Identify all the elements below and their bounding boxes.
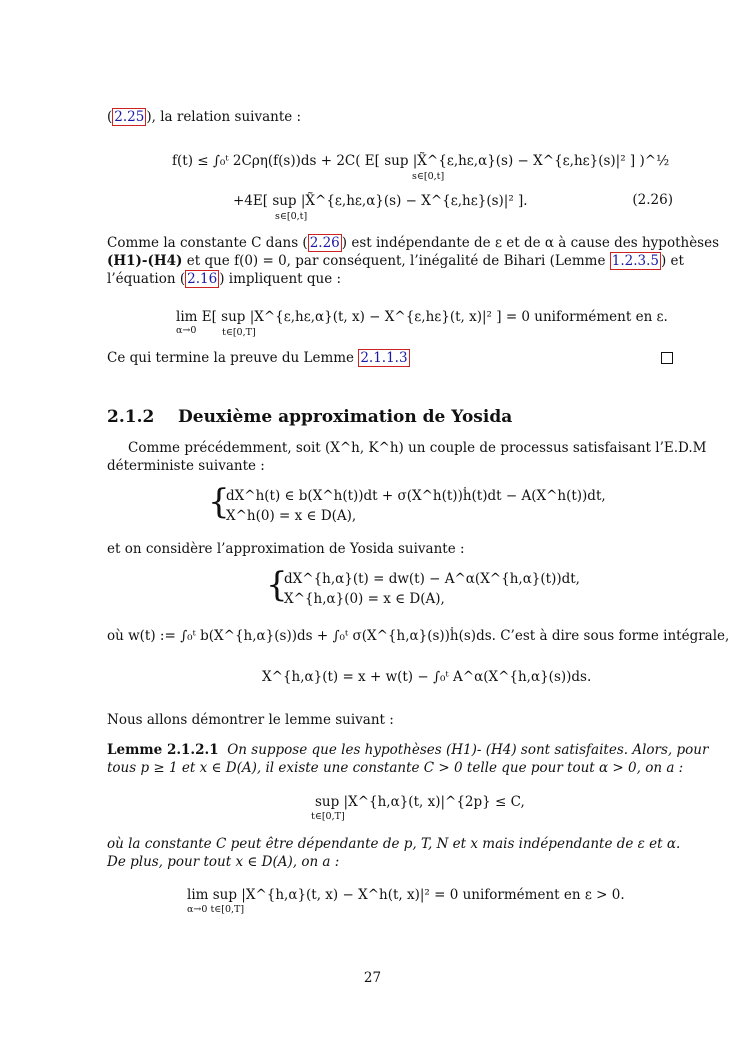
lemma-ref-link[interactable]: 2.1.1.3 <box>360 350 408 366</box>
lemma-lim-equation: lim sup |X^{h,α}(t, x) − X^h(t, x)|² = 0 uniformément en ε > 0. <box>187 887 625 903</box>
integral-equation: X^{h,α}(t) = x + w(t) − ∫₀ᵗ A^α(X^{h,α}(s))ds. <box>262 669 592 685</box>
lim-equation: lim E[ sup |X^{ε,hε,α}(t, x) − X^{ε,hε}(t, x)|² ] = 0 uniformément en ε. <box>176 309 668 325</box>
equation-number: (2.26) <box>632 192 673 208</box>
section-heading: 2.1.2 Deuxième approximation de Yosida <box>107 407 513 427</box>
para1-line2: (H1)-(H4) et que f(0) = 0, par conséquent, l’inégalité de Bihari (Lemme 1.2.3.5 ) et <box>107 253 684 269</box>
left-brace: { <box>208 482 230 522</box>
eq226-line1: f(t) ≤ ∫₀ᵗ 2Cρη(f(s))ds + 2C( E[ sup |X̃^{ε,hε,α}(s) − X^{ε,hε}(s)|² ] )^½ <box>172 153 670 169</box>
lemma-sup-equation: sup |X^{h,α}(t, x)|^{2p} ≤ C, <box>315 794 525 810</box>
sup-sub: t∈[0,T] <box>222 327 256 338</box>
sys2-line2: X^{h,α}(0) = x ∈ D(A), <box>284 591 445 607</box>
lemma-line4: De plus, pour tout x ∈ D(A), on a : <box>107 854 340 870</box>
left-brace: { <box>266 565 288 605</box>
eq-ref-link[interactable]: 2.25 <box>114 109 145 125</box>
lemma-ref-link[interactable]: 1.2.3.5 <box>611 253 659 269</box>
intro-line: ( 2.25 ), la relation suivante : <box>107 109 302 125</box>
para5-line: Nous allons démontrer le lemme suivant : <box>107 712 394 728</box>
lemma-sup-sub: t∈[0,T] <box>311 811 345 822</box>
sys2-line1: dX^{h,α}(t) = dw(t) − A^α(X^{h,α}(t))dt, <box>284 571 580 587</box>
lemma-lim-sub: α→0 t∈[0,T] <box>187 904 245 915</box>
para4-line: où w(t) := ∫₀ᵗ b(X^{h,α}(s))ds + ∫₀ᵗ σ(X^{h,α}(s))ḣ(s)ds. C’est à dire sous forme intégrale, <box>107 628 730 644</box>
lemma-line2: tous p ≥ 1 et x ∈ D(A), il existe une constante C > 0 telle que pour tout α > 0, on a : <box>107 760 684 776</box>
sys1-line1: dX^h(t) ∈ b(X^h(t))dt + σ(X^h(t))ḣ(t)dt − A(X^h(t))dt, <box>226 488 606 504</box>
eq226-line1-sub: s∈[0,t] <box>412 171 445 182</box>
lemma-line3: où la constante C peut être dépendante de p, T, N et x mais indépendante de ε et α. <box>107 836 681 852</box>
conclusion-line: Ce qui termine la preuve du Lemme 2.1.1.3 <box>107 350 408 366</box>
para2-line2: déterministe suivante : <box>107 458 265 474</box>
lim-sub: α→0 <box>176 325 197 336</box>
para2-line1: Comme précédemment, soit (X^h, K^h) un couple de processus satisfaisant l’E.D.M <box>128 440 707 456</box>
eq226-line2: +4E[ sup |X̃^{ε,hε,α}(s) − X^{ε,hε}(s)|² ]. <box>233 193 528 209</box>
para1-line1: Comme la constante C dans ( 2.26 ) est indépendante de ε et de α à cause des hypothèses <box>107 235 720 251</box>
para3-line: et on considère l’approximation de Yosida suivante : <box>107 541 465 557</box>
eq-ref-link[interactable]: 2.26 <box>309 235 340 251</box>
qed-box <box>661 352 673 364</box>
eq-ref-link[interactable]: 2.16 <box>187 271 218 287</box>
intro-text: , la relation suivante : <box>151 109 302 125</box>
page-number: 27 <box>363 970 382 986</box>
lemma-line1: Lemme 2.1.2.1 On suppose que les hypothèses (H1)- (H4) sont satisfaites. Alors, pour <box>107 742 709 758</box>
eq226-line2-sub: s∈[0,t] <box>275 211 308 222</box>
sys1-line2: X^h(0) = x ∈ D(A), <box>226 508 357 524</box>
para1-line3: l’équation ( 2.16 ) impliquent que : <box>107 271 342 287</box>
